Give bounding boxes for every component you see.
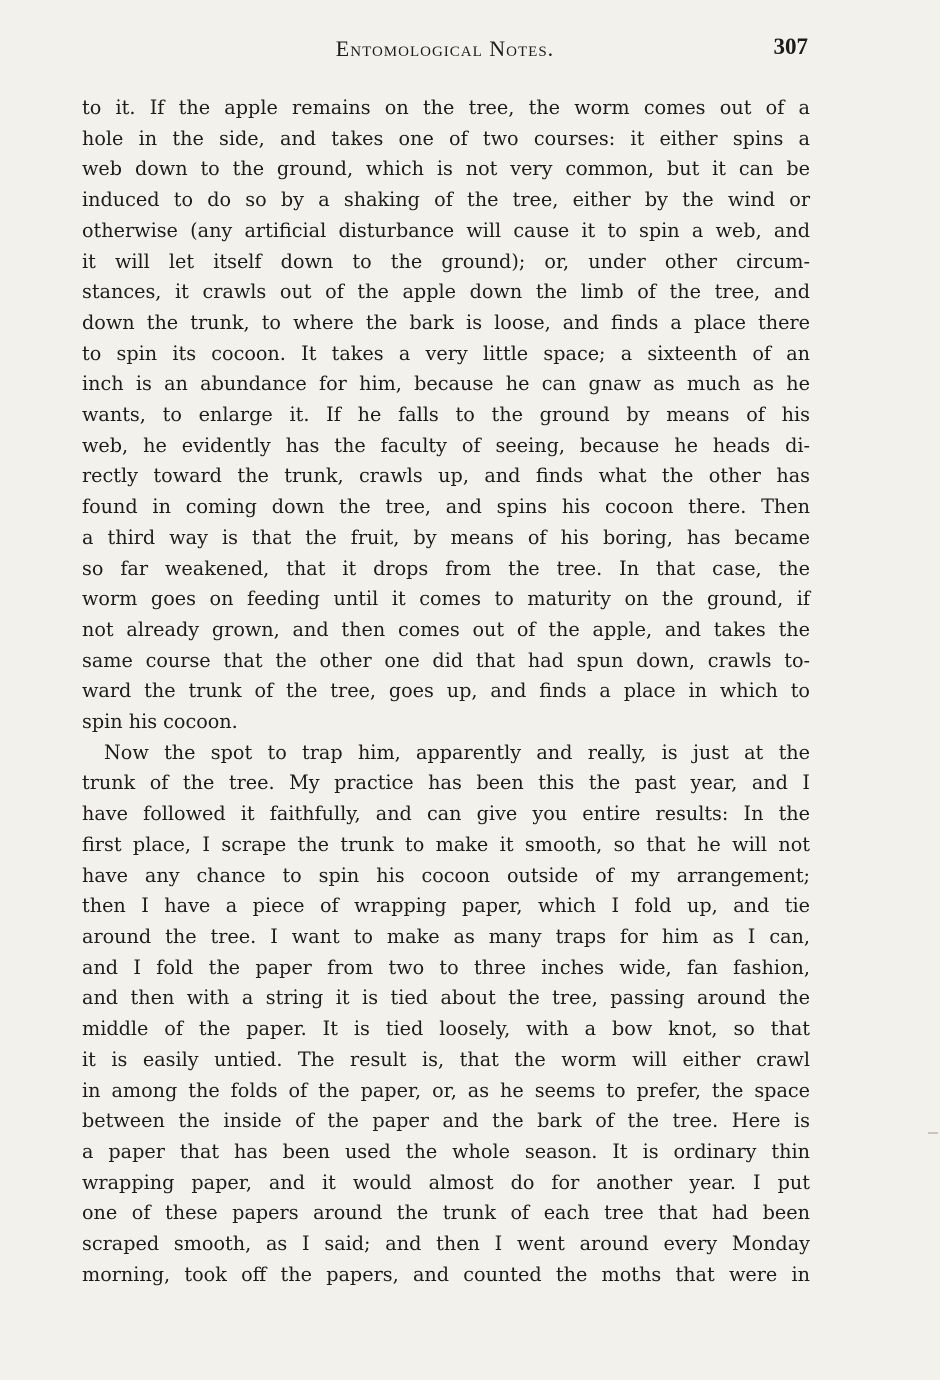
text-line: a paper that has been used the whole season. It is ordinary thin	[82, 1139, 810, 1163]
text-line: ward the trunk of the tree, goes up, and finds a place in which to	[82, 679, 810, 703]
text-line: morning, took off the papers, and counted the moths that were in	[82, 1262, 810, 1286]
text-line: then I have a piece of wrapping paper, which I fold up, and tie	[82, 894, 810, 918]
text-line: and I fold the paper from two to three inches wide, fan fashion,	[82, 955, 810, 979]
text-line: stances, it crawls out of the apple down the limb of the tree, and	[82, 280, 810, 304]
body-text	[82, 93, 810, 1290]
text-line: spin his cocoon.	[82, 710, 238, 734]
text-line: around the tree. I want to make as many traps for him as I can,	[82, 924, 810, 948]
text-line: between the inside of the paper and the bark of the tree. Here is	[82, 1109, 810, 1133]
text-line: have any chance to spin his cocoon outside of my arrangement;	[82, 863, 810, 887]
text-line: rectly toward the trunk, crawls up, and finds what the other has	[82, 464, 810, 488]
text-line: have followed it faithfully, and can give you entire results: In the	[82, 802, 810, 826]
text-line: otherwise (any artificial disturbance will cause it to spin a web, and	[82, 218, 810, 242]
text-line: to it. If the apple remains on the tree, the worm comes out of a	[82, 96, 810, 119]
text-line: same course that the other one did that had spun down, crawls to-	[82, 648, 810, 672]
text-line: wrapping paper, and it would almost do for another year. I put	[82, 1170, 810, 1194]
text-line: one of these papers around the trunk of each tree that had been	[82, 1201, 810, 1225]
text-line: so far weakened, that it drops from the tree. In that case, the	[82, 556, 810, 580]
text-line: worm goes on feeding until it comes to maturity on the ground, if	[82, 587, 810, 611]
text-line: scraped smooth, as I said; and then I went around every Monday	[82, 1232, 810, 1256]
text-line: inch is an abundance for him, because he can gnaw as much as he	[82, 372, 810, 396]
text-line: trunk of the tree. My practice has been this the past year, and I	[82, 771, 810, 795]
text-line: induced to do so by a shaking of the tree, either by the wind or	[82, 188, 810, 212]
text-line: a third way is that the fruit, by means of his boring, has became	[82, 525, 810, 549]
text-line: it will let itself down to the ground); or, under other circum-	[82, 249, 810, 273]
text-line: to spin its cocoon. It takes a very little space; a sixteenth of an	[82, 341, 810, 365]
text-line: in among the folds of the paper, or, as he seems to prefer, the space	[82, 1078, 810, 1102]
text-line: wants, to enlarge it. If he falls to the ground by means of his	[82, 403, 810, 427]
text-line: first place, I scrape the trunk to make it smooth, so that he will not	[82, 832, 810, 856]
text-line: and then with a string it is tied about the tree, passing around the	[82, 986, 810, 1010]
text-line: web down to the ground, which is not very common, but it can be	[82, 157, 810, 181]
text-line: web, he evidently has the faculty of seeing, because he heads di-	[82, 433, 810, 457]
text-line: hole in the side, and takes one of two courses: it either spins a	[82, 126, 810, 150]
running-title: Entomological Notes.	[335, 36, 555, 61]
page-number: 307	[773, 34, 808, 59]
paper-edge-mark	[928, 1132, 938, 1134]
text-line: Now the spot to trap him, apparently and really, is just at the	[104, 740, 810, 764]
running-head	[80, 36, 810, 66]
text-line: found in coming down the tree, and spins his cocoon there. Then	[82, 495, 810, 519]
text-line: down the trunk, to where the bark is loose, and finds a place there	[82, 310, 810, 334]
text-line: it is easily untied. The result is, that the worm will either crawl	[82, 1047, 810, 1071]
text-line: not already grown, and then comes out of the apple, and takes the	[82, 617, 810, 641]
text-line: middle of the paper. It is tied loosely, with a bow knot, so that	[82, 1017, 810, 1041]
